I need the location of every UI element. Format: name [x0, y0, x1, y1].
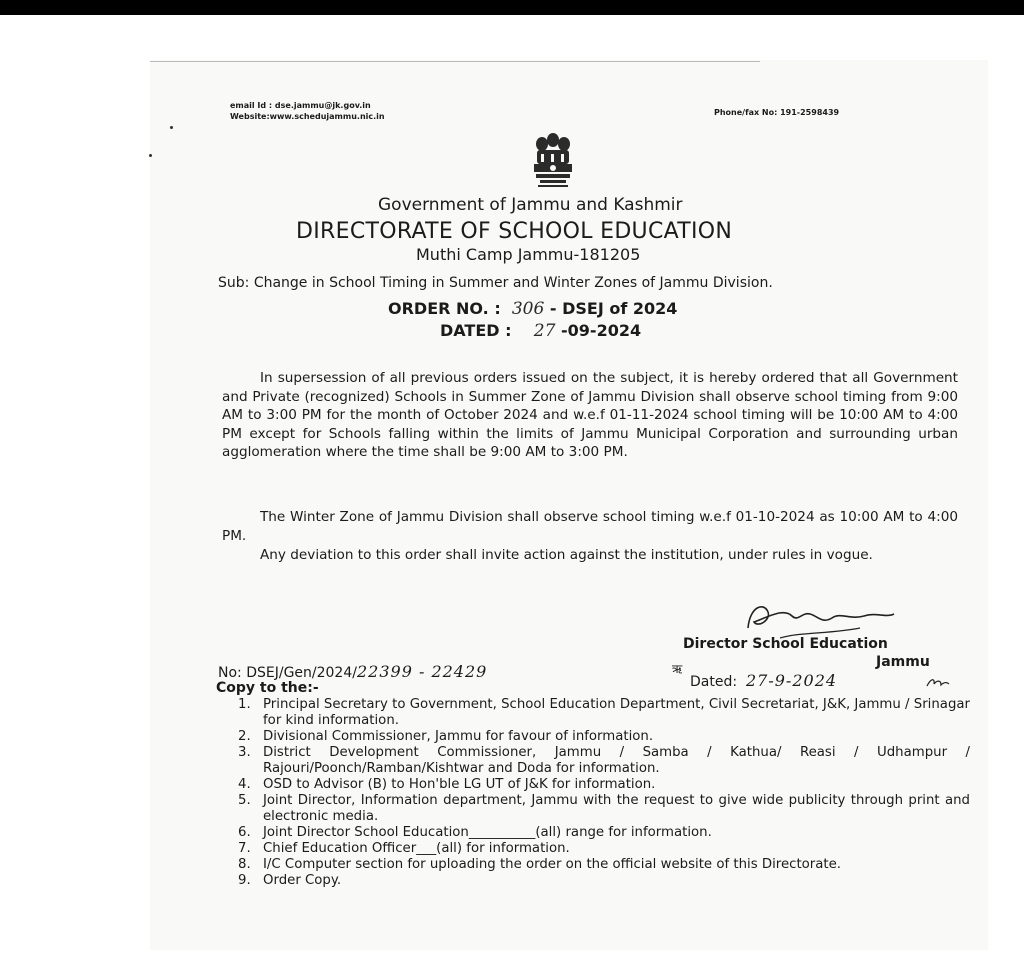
copy-to-item — [218, 793, 970, 825]
copy-to-item-text: Order Copy. — [263, 873, 342, 888]
signature-date — [690, 671, 837, 690]
reference-label: No: DSEJ/Gen/2024/ — [218, 665, 357, 681]
phone-line: Phone/fax No: 191-2598439 — [714, 108, 840, 117]
signature-date-label: Dated: — [690, 674, 738, 690]
copy-to-item-text: Divisional Commissioner, Jammu for favour of information. — [263, 729, 654, 744]
subject-line: Sub: Change in School Timing in Summer and Winter Zones of Jammu Division. — [218, 275, 773, 291]
copy-to-item — [218, 745, 970, 777]
copy-to-item-text: Joint Director, Information department, Jammu with the request to give wide publicity through print and electronic media. — [263, 793, 970, 824]
copy-to-item — [218, 873, 970, 889]
deviation-paragraph: Any deviation to this order shall invite action against the institution, under rules in vogue. — [260, 547, 873, 563]
email-line: email Id : dse.jammu@jk.gov.in — [230, 101, 371, 110]
copy-to-item-number: 5. — [238, 793, 251, 808]
website-line: Website:www.schedujammu.nic.in — [230, 112, 385, 121]
government-name: Government of Jammu and Kashmir — [378, 195, 683, 215]
copy-to-item-number: 4. — [238, 777, 251, 792]
copy-to-item-text: OSD to Advisor (B) to Hon'ble LG UT of J&K for information. — [263, 777, 656, 792]
order-date-line — [440, 321, 641, 341]
copy-to-item — [218, 857, 970, 873]
order-suffix: - DSEJ of 2024 — [549, 299, 678, 318]
state-emblem-icon — [528, 128, 578, 198]
directorate-title: DIRECTORATE OF SCHOOL EDUCATION — [296, 219, 733, 244]
handwritten-initial-mark — [925, 676, 951, 690]
contact-info — [230, 100, 385, 122]
order-number-line — [388, 299, 677, 319]
page-edge-line — [150, 61, 760, 62]
copy-to-item-number: 2. — [238, 729, 251, 744]
copy-to-item-number: 9. — [238, 873, 251, 888]
copy-to-item — [218, 697, 970, 729]
handwritten-initials: ऋ — [672, 662, 683, 676]
copy-to-item-text: Principal Secretary to Government, School Education Department, Civil Secretariat, J&K, Jammu / Srinagar for kind information. — [263, 697, 970, 728]
copy-to-item-text: I/C Computer section for uploading the order on the official website of this Directorate. — [263, 857, 842, 872]
copy-to-item-text: Joint Director School Education__________(all) range for information. — [263, 825, 712, 840]
copy-to-item — [218, 841, 970, 857]
copy-to-item-number: 7. — [238, 841, 251, 856]
order-label: ORDER NO. : — [388, 299, 501, 318]
copy-to-item-text: Chief Education Officer___(all) for information. — [263, 841, 570, 856]
copy-to-item-number: 8. — [238, 857, 251, 872]
reference-number — [218, 662, 487, 681]
copy-to-item-text: District Development Commissioner, Jammu / Samba / Kathua/ Reasi / Udhampur / Rajouri/Poonch/Ramban/Kishtwar and Doda for information. — [263, 745, 970, 776]
office-address: Muthi Camp Jammu-181205 — [416, 245, 641, 264]
winter-zone-paragraph: The Winter Zone of Jammu Division shall observe school timing w.e.f 01-10-2024 as 10:00 AM to 4:00 PM. — [222, 509, 958, 544]
signature-date-value: 27-9-2024 — [745, 671, 838, 690]
copy-to-item — [218, 729, 970, 745]
copy-to-item — [218, 777, 970, 793]
copy-to-heading: Copy to the:- — [216, 680, 319, 696]
copy-to-item-number: 6. — [238, 825, 251, 840]
order-date-rest: -09-2024 — [561, 321, 642, 340]
reference-range: 22399 - 22429 — [356, 662, 488, 681]
speck-mark — [149, 154, 152, 157]
speck-mark — [170, 126, 173, 129]
order-number: 306 — [511, 299, 545, 319]
copy-to-list — [218, 697, 970, 889]
copy-to-item-number: 3. — [238, 745, 251, 760]
signatory-place: Jammu — [876, 654, 930, 670]
top-black-bar — [0, 0, 1024, 15]
signatory-title: Director School Education — [683, 636, 888, 652]
order-date-day: 27 — [533, 321, 556, 341]
order-paragraph: In supersession of all previous orders issued on the subject, it is hereby ordered that all Government and Private (recognized) Schools in Summer Zone of Jammu Division shall observe school timing from 9:00 AM to 3:00 PM for the month of October 2024 and w.e.f 01-11-2024 school timing will be 10:00 AM to 4:00 PM except for Schools falling within the limits of Jammu Municipal Corporation and surrounding urban agglomeration where the time shall be 9:00 AM to 3:00 PM. — [222, 370, 958, 460]
copy-to-item-number: 1. — [238, 697, 251, 712]
order-date-label: DATED : — [440, 321, 512, 340]
copy-to-item — [218, 825, 970, 841]
